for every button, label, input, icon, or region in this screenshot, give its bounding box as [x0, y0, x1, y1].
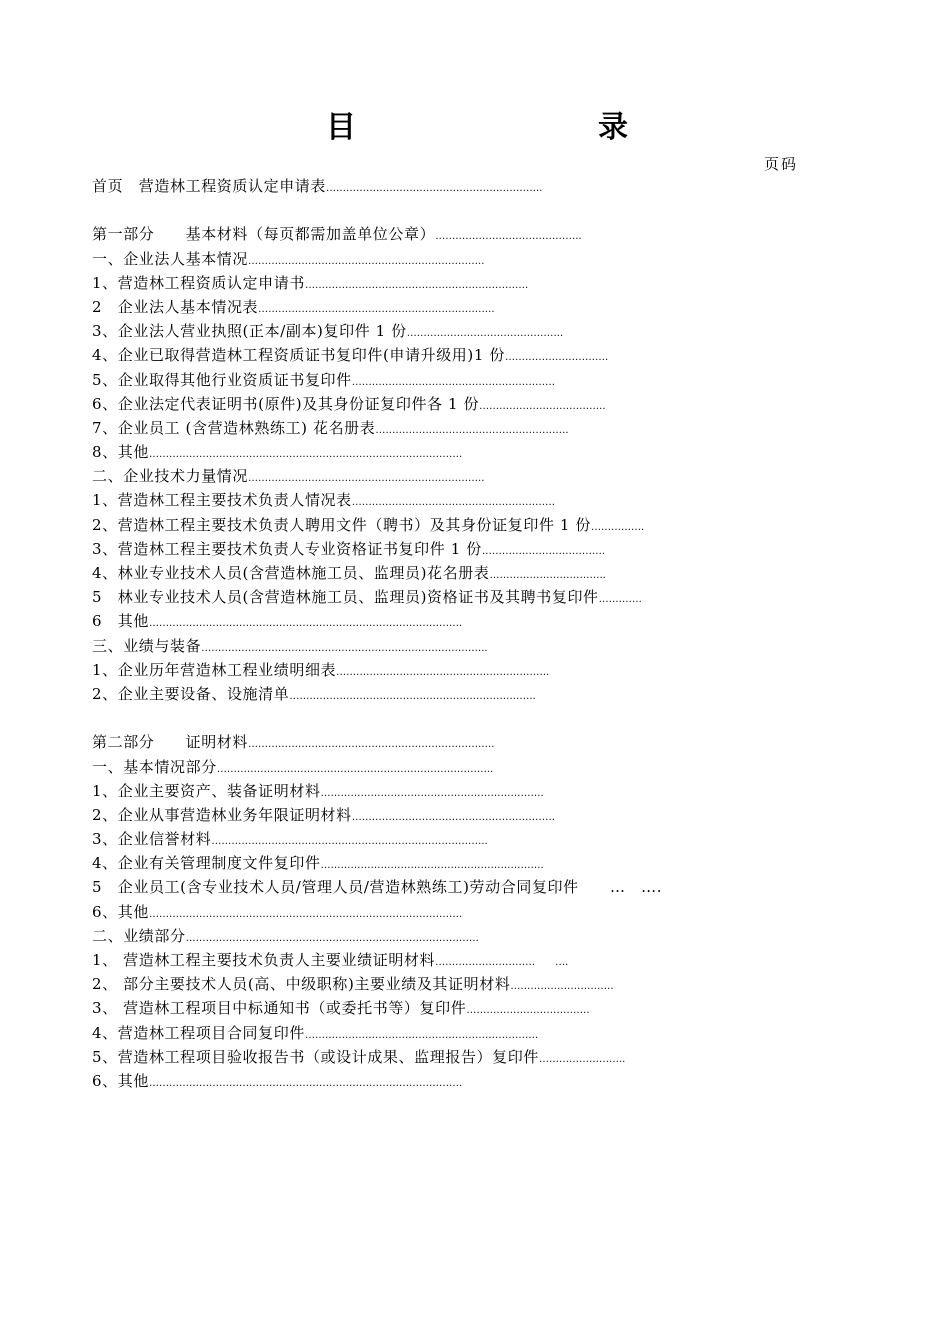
toc-entry-leader: …………………………………………………………. — [320, 860, 544, 872]
toc-entry — [92, 1045, 782, 1069]
toc-entry-leader: ……………………………………………………………………………. — [185, 932, 479, 944]
toc-entry-text: 1、企业历年营造林工程业绩明细表 — [92, 660, 337, 679]
page-number-label: 页码 — [764, 155, 799, 173]
toc-entry — [92, 198, 782, 222]
toc-entry-leader: ……………. — [591, 521, 645, 533]
toc-entry — [92, 875, 782, 899]
toc-entry — [92, 730, 782, 754]
toc-entry-text: 2、营造林工程主要技术负责人聘用文件（聘书）及其身份证复印件 1 份 — [92, 515, 592, 534]
toc-entry-leader: ……………………………………………………………….. — [248, 739, 495, 751]
toc-entry-leader: …………………………………………………. — [375, 424, 569, 436]
toc-entry-leader: ……………………………………….. — [406, 328, 564, 340]
title-char-2: 录 — [598, 110, 628, 145]
toc-entry-leader: ………………………… …. — [435, 957, 569, 968]
table-of-contents — [92, 174, 782, 1093]
toc-entry — [92, 634, 782, 658]
toc-entry-text: 7、企业员工 (含营造林熟练工) 花名册表 — [92, 418, 376, 437]
toc-entry-text: 3、营造林工程主要技术负责人专业资格证书复印件 1 份 — [92, 539, 482, 558]
toc-entry-text: 5 企业员工(含专业技术人员/管理人员/营造林熟练工)劳动合同复印件 … …. — [92, 878, 663, 897]
toc-entry-leader: …………………………. — [504, 352, 609, 364]
toc-entry — [92, 392, 782, 416]
toc-entry — [92, 222, 782, 246]
toc-entry-text: 第一部分 基本材料（每页都需加盖单位公章） — [92, 225, 436, 244]
toc-entry-text: 5 林业专业技术人员(含营造林施工员、监理员)资格证书及其聘书复印件 — [92, 588, 599, 607]
toc-entry-leader: ………………………………. — [466, 1005, 590, 1017]
toc-entry — [92, 174, 782, 198]
toc-entry-leader: ……………………………………………………………………….. — [216, 763, 494, 775]
toc-entry — [92, 416, 782, 440]
toc-entry — [92, 1021, 782, 1045]
toc-entry-leader: ……………………………………………………. — [351, 811, 555, 823]
toc-entry-leader: ……………………………………………………. — [351, 376, 555, 388]
toc-entry-text: 2 企业法人基本情况表 — [92, 297, 259, 316]
toc-entry-text: 三、业绩与装备 — [92, 636, 202, 655]
toc-entry — [92, 972, 782, 996]
toc-entry-leader: ……………………………………………………………….. — [289, 690, 536, 702]
toc-entry-leader: ……………………………………………………. — [351, 497, 555, 509]
toc-entry-text: 3、企业法人营业执照(正本/副本)复印件 1 份 — [92, 322, 407, 341]
toc-entry-leader: …………………………………………………………. — [320, 787, 544, 799]
toc-entry — [92, 900, 782, 924]
toc-entry-leader: …………………………………………………………….. — [248, 255, 485, 267]
toc-entry-leader: …………………………………………………………. — [304, 279, 529, 291]
toc-entry-text: 首页 营造林工程资质认定申请表 — [92, 177, 327, 195]
toc-entry-text: 6、其他 — [92, 902, 149, 921]
toc-entry-text: 6、其他 — [92, 1071, 149, 1090]
toc-entry — [92, 488, 782, 512]
toc-entry — [92, 247, 782, 271]
toc-entry-leader: ………………………………. — [481, 545, 606, 557]
toc-entry-text: 一、基本情况部分 — [92, 757, 217, 776]
toc-entry — [92, 271, 782, 295]
toc-entry-text: 1、 营造林工程主要技术负责人主要业绩证明材料 — [92, 951, 436, 969]
toc-entry — [92, 851, 782, 875]
toc-entry-text: 4、企业有关管理制度文件复印件 — [92, 854, 321, 873]
toc-entry — [92, 948, 782, 972]
toc-entry-leader: …………………………………………………………………………………. — [148, 618, 463, 630]
toc-entry-leader: ……………………………………………………….. — [326, 183, 543, 194]
toc-entry — [92, 609, 782, 633]
toc-entry — [92, 513, 782, 537]
toc-entry-text: 一、企业法人基本情况 — [92, 249, 249, 268]
toc-entry-leader: …………………….. — [538, 1053, 626, 1065]
toc-entry — [92, 682, 782, 706]
toc-entry-text: 1、营造林工程资质认定申请书 — [92, 273, 305, 292]
page-title — [0, 108, 950, 148]
toc-entry — [92, 827, 782, 851]
toc-entry-text: 二、企业技术力量情况 — [92, 467, 249, 486]
toc-entry — [92, 658, 782, 682]
toc-entry-text: 4、林业专业技术人员(含营造林施工员、监理员)花名册表 — [92, 564, 490, 582]
toc-entry-text: 3、 营造林工程项目中标通知书（或委托书等）复印件 — [92, 999, 467, 1018]
title-char-1: 目 — [326, 110, 356, 145]
toc-entry-text: 1、营造林工程主要技术负责人情况表 — [92, 491, 352, 510]
toc-entry-text: 5、企业取得其他行业资质证书复印件 — [92, 370, 352, 389]
toc-entry-text: 4、营造林工程项目合同复印件 — [92, 1023, 305, 1042]
toc-entry — [92, 537, 782, 561]
toc-entry-leader: …………………………. — [510, 981, 614, 993]
toc-entry — [92, 464, 782, 488]
toc-entry — [92, 343, 782, 367]
toc-entry-leader: …………………………………………………………….. — [248, 473, 485, 485]
toc-entry-text: 4、企业已取得营造林工程资质证书复印件(申请升级用)1 份 — [92, 346, 505, 365]
toc-entry — [92, 1069, 782, 1093]
toc-entry-text: 第二部分 证明材料 — [92, 733, 249, 752]
toc-entry — [92, 755, 782, 779]
toc-entry-leader: ……………………………………………………………. — [304, 1029, 539, 1041]
toc-entry — [92, 779, 782, 803]
toc-entry — [92, 440, 782, 464]
toc-entry-leader: …………………………………….. — [435, 231, 582, 243]
toc-entry — [92, 561, 782, 585]
toc-entry-text: 8、其他 — [92, 443, 149, 462]
toc-entry — [92, 368, 782, 392]
toc-entry-text: 2、企业从事营造林业务年限证明材料 — [92, 805, 352, 824]
toc-entry-text: 1、企业主要资产、装备证明材料 — [92, 781, 321, 800]
toc-entry — [92, 319, 782, 343]
toc-entry-text: 6、企业法定代表证明书(原件)及其身份证复印件各 1 份 — [92, 394, 480, 413]
toc-entry-leader: …………………………….. — [489, 570, 606, 581]
toc-entry-text: 2、企业主要设备、设施清单 — [92, 684, 290, 703]
toc-entry — [92, 295, 782, 319]
toc-entry — [92, 803, 782, 827]
toc-entry-leader: …………………………………………………………….. — [258, 303, 495, 315]
toc-entry-text: 5、营造林工程项目验收报告书（或设计成果、监理报告）复印件 — [92, 1047, 539, 1066]
toc-entry-text: 2、 部分主要技术人员(高、中级职称)主要业绩及其证明材料 — [92, 975, 511, 994]
toc-entry-leader: …………. — [598, 594, 642, 606]
toc-entry-leader: ………………………………………………………………………….. — [201, 642, 488, 654]
toc-entry-leader: ……………………………………………………………………….. — [211, 836, 488, 848]
toc-entry-leader: …………………………………………………………………………………. — [148, 908, 463, 920]
toc-entry-leader: ………………………………………………………. — [336, 666, 550, 678]
toc-entry — [92, 706, 782, 730]
toc-entry — [92, 585, 782, 609]
toc-entry-leader: ……………………………….. — [479, 400, 606, 412]
toc-entry — [92, 924, 782, 948]
toc-entry-leader: …………………………………………………………………………………. — [148, 449, 463, 461]
toc-entry-leader: …………………………………………………………………………………. — [148, 1077, 463, 1089]
toc-entry-text: 6 其他 — [92, 612, 149, 631]
toc-entry-text: 二、业绩部分 — [92, 926, 186, 945]
toc-entry — [92, 996, 782, 1020]
toc-entry-text: 3、企业信誉材料 — [92, 830, 212, 849]
